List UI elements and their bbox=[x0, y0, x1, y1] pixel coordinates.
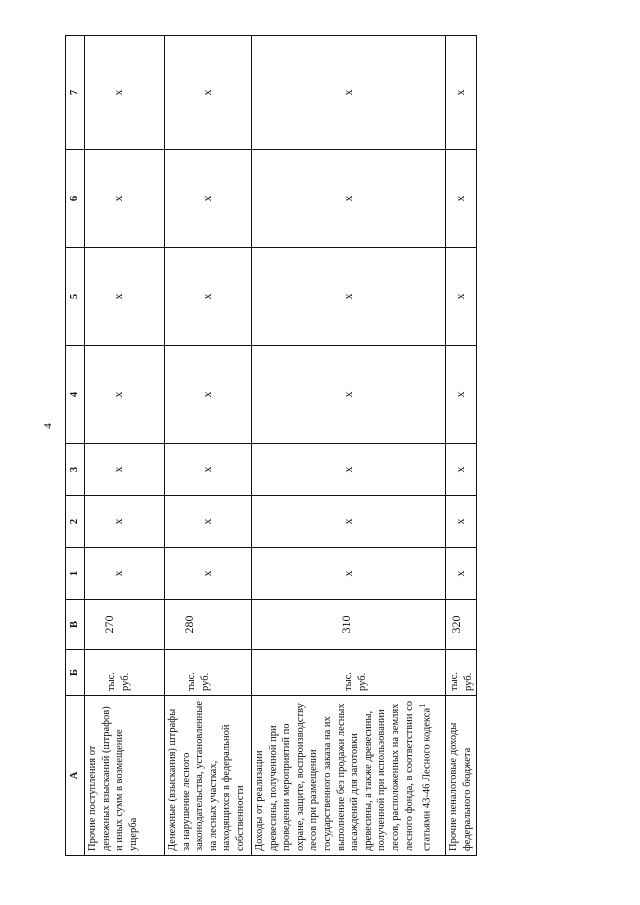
value-cell: х bbox=[446, 248, 477, 346]
value-cell: х bbox=[165, 346, 252, 444]
value-cell: х bbox=[85, 248, 165, 346]
row-unit: тыс. руб. bbox=[252, 650, 446, 696]
value-cell: х bbox=[165, 36, 252, 150]
row-code: 310 bbox=[252, 600, 446, 650]
value-cell: х bbox=[165, 248, 252, 346]
table-row bbox=[85, 36, 165, 856]
header-cell: 6 bbox=[66, 150, 85, 248]
value-cell: х bbox=[85, 496, 165, 548]
row-code: 280 bbox=[165, 600, 252, 650]
row-unit: тыс. руб. bbox=[446, 650, 477, 696]
table-row bbox=[252, 36, 446, 856]
row-unit: тыс. руб. bbox=[85, 650, 165, 696]
value-cell: х bbox=[446, 496, 477, 548]
value-cell: х bbox=[446, 36, 477, 150]
value-cell: х bbox=[85, 548, 165, 600]
value-cell: х bbox=[446, 444, 477, 496]
value-cell: х bbox=[85, 150, 165, 248]
page-number: 4 bbox=[41, 423, 54, 429]
header-cell: 7 bbox=[66, 36, 85, 150]
row-unit: тыс. руб. bbox=[165, 650, 252, 696]
value-cell: х bbox=[252, 150, 446, 248]
row-code: 270 bbox=[85, 600, 165, 650]
revenue-table bbox=[65, 35, 477, 856]
row-code: 320 bbox=[446, 600, 477, 650]
footnote-marker: 1 bbox=[417, 703, 428, 708]
value-cell: х bbox=[252, 444, 446, 496]
rotated-table-container bbox=[65, 36, 474, 856]
value-cell: х bbox=[446, 346, 477, 444]
header-cell: 5 bbox=[66, 248, 85, 346]
header-cell: А bbox=[66, 696, 85, 856]
value-cell: х bbox=[165, 496, 252, 548]
value-cell: х bbox=[446, 548, 477, 600]
value-cell: х bbox=[446, 150, 477, 248]
row-name bbox=[252, 696, 446, 856]
table-row bbox=[446, 36, 477, 856]
value-cell: х bbox=[252, 496, 446, 548]
header-cell: 2 bbox=[66, 496, 85, 548]
value-cell: х bbox=[85, 444, 165, 496]
row-name: Денежные (взыскания) штрафы за нарушение лесного законодательства, установленные на лесных участках, находящихся в федеральной собственности bbox=[165, 696, 252, 856]
value-cell: х bbox=[85, 36, 165, 150]
value-cell: х bbox=[252, 36, 446, 150]
row-name: Прочие неналоговые доходы федерального бюджета bbox=[446, 696, 477, 856]
value-cell: х bbox=[85, 346, 165, 444]
value-cell: х bbox=[165, 444, 252, 496]
row-name-text: Доходы от реализации древесины, полученной при проведении мероприятий по охране, защите, воспроизводству лесов при размещении государственного заказа на их выполнение без продажи лесных насаждений для заготовки древесины, а также древесины, полученной при использовании лесов, расположенных на землях лесного фонда, в соответствии со статьями 43-46 Лесного кодекса bbox=[254, 701, 433, 851]
value-cell: х bbox=[165, 548, 252, 600]
header-cell: 4 bbox=[66, 346, 85, 444]
value-cell: х bbox=[252, 548, 446, 600]
table-row bbox=[165, 36, 252, 856]
header-cell: В bbox=[66, 600, 85, 650]
header-row bbox=[66, 36, 85, 856]
header-cell: 1 bbox=[66, 548, 85, 600]
value-cell: х bbox=[252, 248, 446, 346]
value-cell: х bbox=[165, 150, 252, 248]
header-cell: Б bbox=[66, 650, 85, 696]
value-cell: х bbox=[252, 346, 446, 444]
row-name: Прочие поступления от денежных взысканий (штрафов) и иных сумм в возмещение ущерба bbox=[85, 696, 165, 856]
header-cell: 3 bbox=[66, 444, 85, 496]
